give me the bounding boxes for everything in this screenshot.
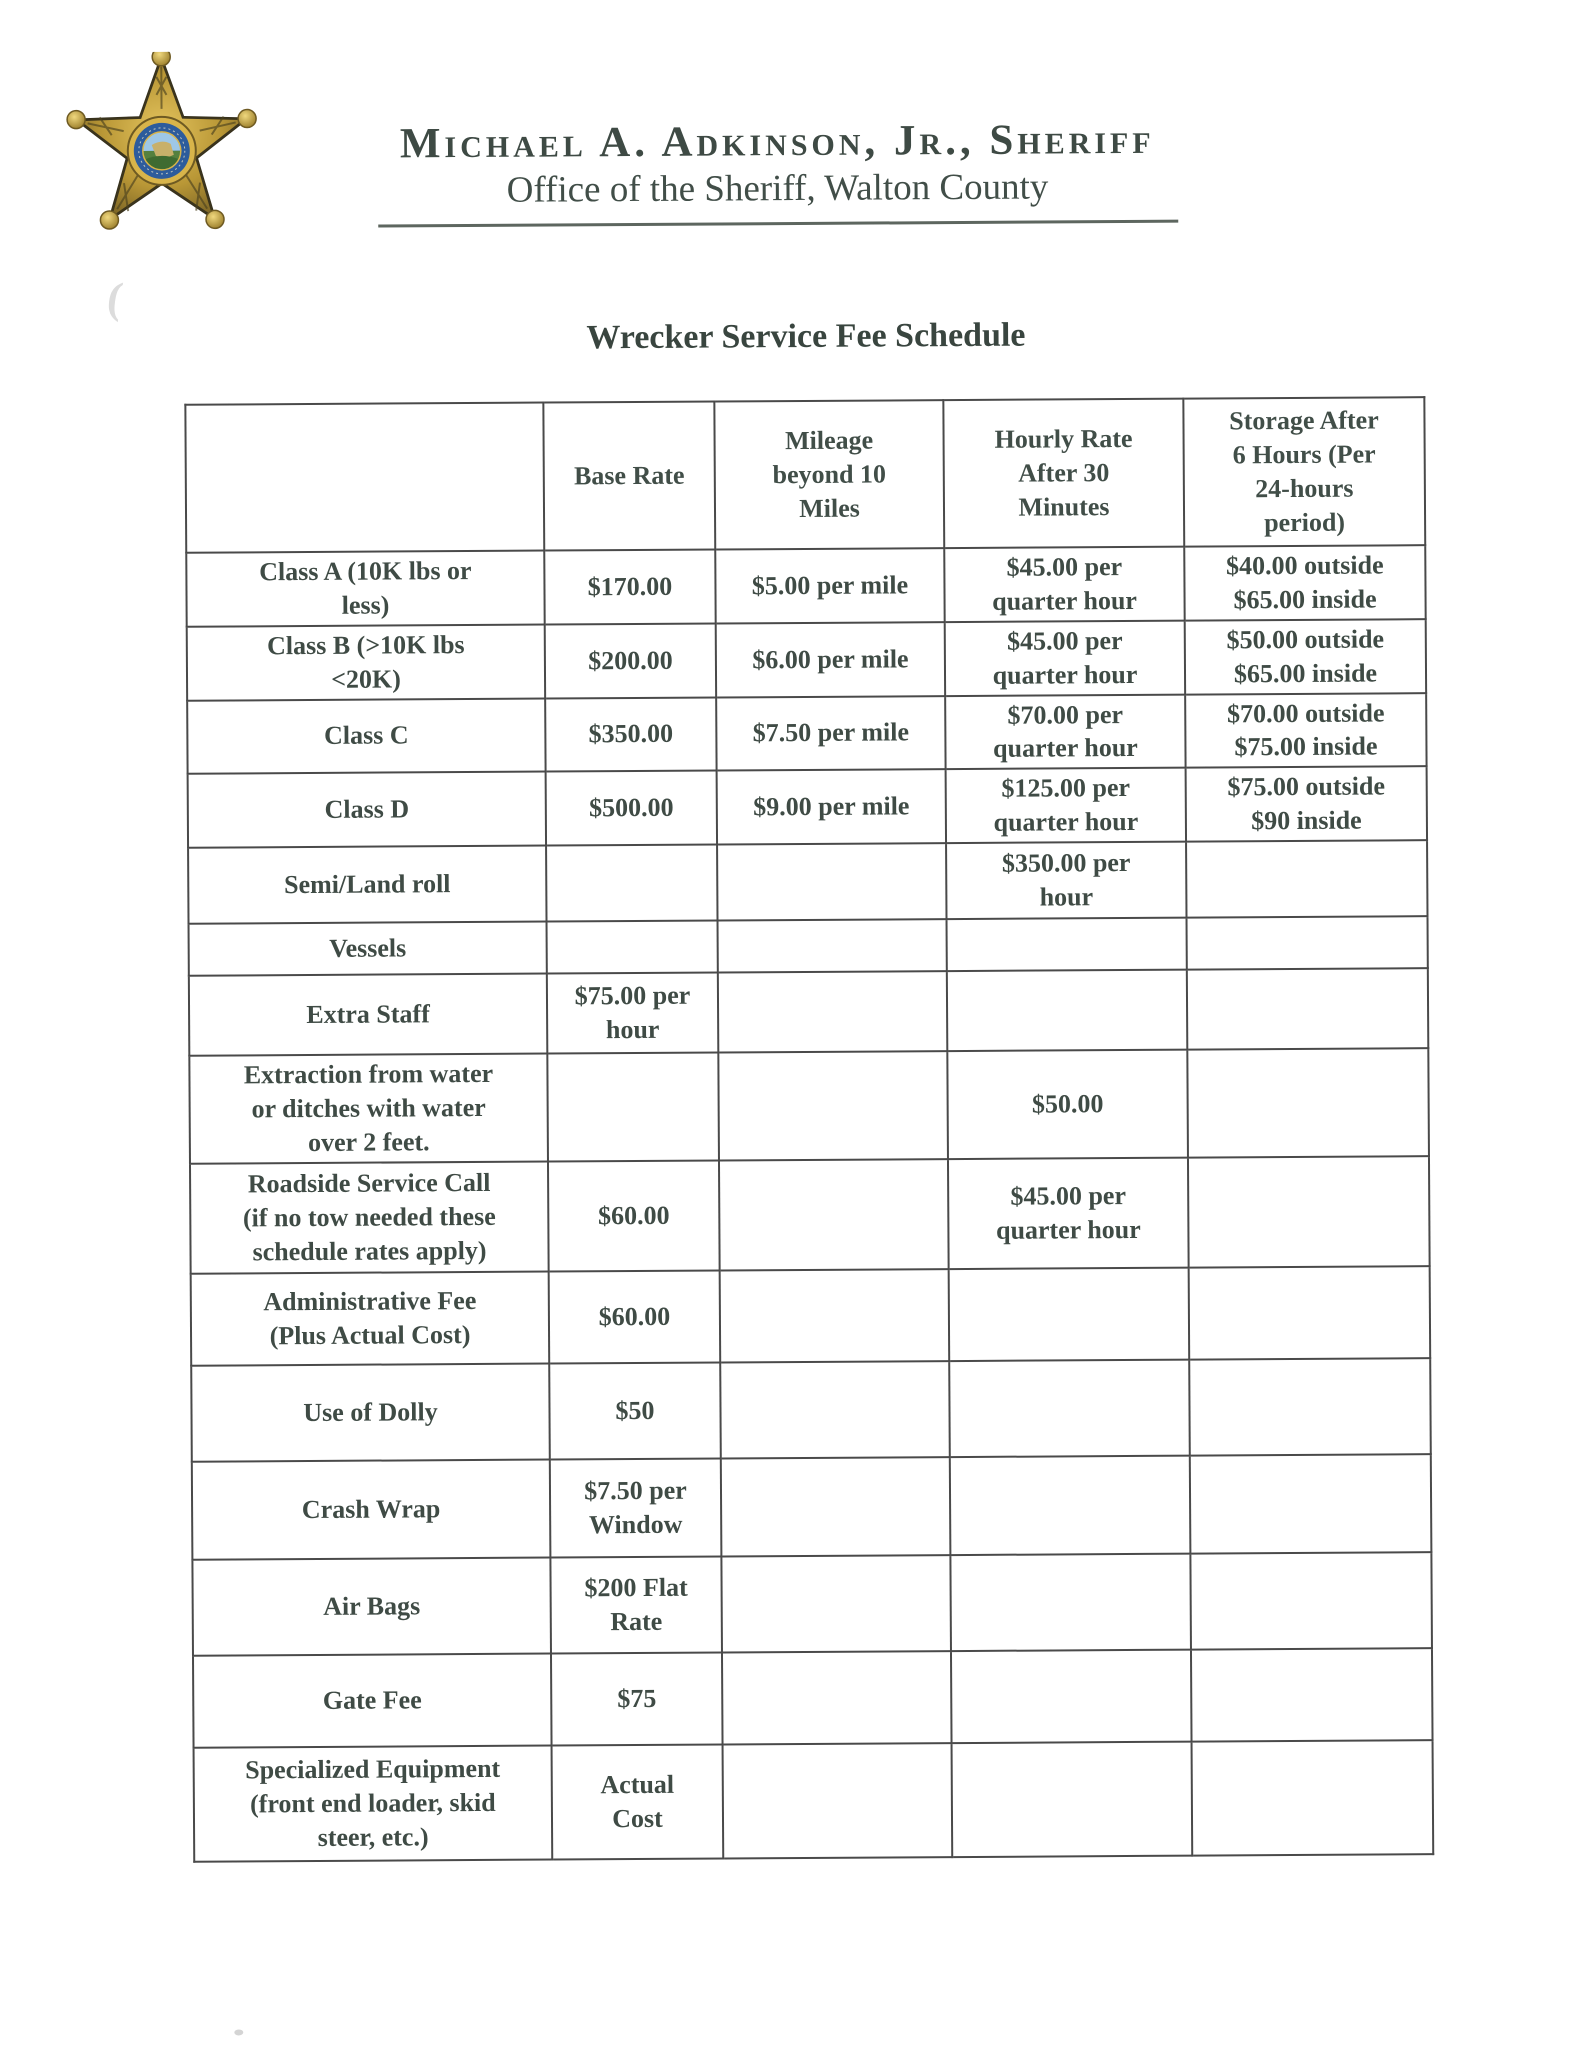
storage-cell (1188, 1156, 1430, 1267)
table-row (186, 545, 1425, 626)
row-label-cell: Specialized Equipment (front end loader, skid steer, etc.) (194, 1745, 553, 1861)
storage-cell: $40.00 outside $65.00 inside (1184, 545, 1425, 620)
row-label-cell: Administrative Fee (Plus Actual Cost) (191, 1271, 550, 1365)
mileage-cell (720, 1269, 950, 1362)
row-label-cell: Gate Fee (193, 1653, 552, 1747)
office-subtitle: Office of the Sheriff, Walton County (506, 166, 1049, 212)
storage-cell (1187, 1048, 1429, 1157)
storage-cell: $70.00 outside $75.00 inside (1185, 693, 1426, 768)
table-row (193, 1648, 1433, 1748)
base-rate-cell: $60.00 (548, 1160, 720, 1271)
mileage-cell (719, 1159, 949, 1270)
table-row (189, 916, 1428, 976)
hourly-rate-cell: $70.00 per quarter hour (945, 694, 1185, 769)
mileage-cell (718, 1051, 948, 1160)
table-row (190, 1156, 1430, 1274)
storage-cell (1187, 968, 1428, 1049)
base-rate-cell (546, 844, 717, 921)
table-row (189, 1048, 1429, 1164)
base-rate-cell: $75 (551, 1652, 723, 1745)
storage-cell (1186, 840, 1427, 917)
mileage-cell: $6.00 per mile (716, 622, 945, 697)
mileage-cell (718, 919, 947, 972)
hourly-rate-cell (952, 1741, 1193, 1856)
hourly-rate-cell: $45.00 per quarter hour (944, 547, 1184, 622)
storage-cell (1187, 916, 1428, 969)
mileage-cell (717, 843, 946, 920)
hourly-rate-cell: $125.00 per quarter hour (946, 768, 1186, 843)
hourly-rate-cell (949, 1267, 1190, 1360)
mileage-cell (721, 1457, 951, 1556)
row-label-cell: Semi/Land roll (188, 845, 546, 923)
hourly-rate-cell (949, 1359, 1190, 1456)
storage-cell (1190, 1454, 1432, 1553)
base-rate-cell: $170.00 (544, 550, 715, 625)
storage-cell (1189, 1266, 1431, 1359)
row-label-cell: Crash Wrap (192, 1459, 551, 1559)
sheriff-star-badge-icon (56, 51, 267, 242)
col-header-base-rate: Base Rate (543, 402, 715, 551)
mileage-cell (721, 1555, 951, 1652)
storage-cell: $75.00 outside $90 inside (1186, 766, 1427, 841)
table-row (191, 1266, 1431, 1366)
base-rate-cell: Actual Cost (552, 1744, 724, 1859)
table-row (192, 1454, 1432, 1560)
base-rate-cell (547, 920, 718, 973)
storage-cell: $50.00 outside $65.00 inside (1185, 619, 1426, 694)
row-label-cell: Class B (>10K lbs <20K) (187, 624, 545, 700)
row-label-cell: Use of Dolly (191, 1363, 550, 1461)
table-row (191, 1358, 1431, 1462)
table-row (188, 840, 1427, 924)
document-title: Wrecker Service Fee Schedule (586, 316, 1026, 357)
mileage-cell (722, 1651, 952, 1744)
table-row (192, 1552, 1432, 1656)
table-row (188, 766, 1427, 847)
mileage-cell (718, 971, 947, 1052)
letterhead (250, 115, 1306, 228)
col-header-storage: Storage After 6 Hours (Per 24-hours period) (1183, 397, 1425, 546)
col-header-service (185, 403, 544, 553)
hourly-rate-cell: $45.00 per quarter hour (945, 620, 1185, 695)
base-rate-cell: $50 (549, 1362, 721, 1459)
base-rate-cell: $7.50 per Window (550, 1458, 722, 1557)
hourly-rate-cell: $350.00 per hour (946, 841, 1186, 918)
table-header-row (185, 397, 1425, 553)
row-label-cell: Extraction from water or ditches with water over 2 feet. (189, 1053, 548, 1163)
base-rate-cell: $200.00 (545, 623, 716, 698)
hourly-rate-cell: $50.00 (947, 1049, 1188, 1158)
mileage-cell (720, 1361, 950, 1458)
fee-schedule-table (184, 396, 1434, 1862)
mileage-cell: $7.50 per mile (716, 696, 945, 771)
hourly-rate-cell (950, 1553, 1191, 1650)
hourly-rate-cell (947, 969, 1187, 1050)
table-row (187, 693, 1426, 774)
scan-artifact (234, 2029, 243, 2035)
storage-cell (1192, 1740, 1434, 1855)
row-label-cell: Vessels (189, 921, 547, 975)
base-rate-cell: $75.00 per hour (547, 972, 718, 1053)
base-rate-cell (547, 1052, 719, 1161)
row-label-cell: Roadside Service Call (if no tow needed these schedule rates apply) (190, 1161, 549, 1273)
sheriff-name: Michael A. Adkinson, Jr., Sheriff (399, 115, 1155, 168)
mileage-cell: $5.00 per mile (715, 548, 944, 623)
base-rate-cell: $350.00 (545, 697, 716, 772)
row-label-cell: Class C (187, 698, 545, 774)
storage-cell (1190, 1552, 1432, 1649)
row-label-cell: Air Bags (192, 1557, 551, 1655)
table-row (194, 1740, 1434, 1862)
base-rate-cell: $500.00 (546, 771, 717, 846)
base-rate-cell: $200 Flat Rate (550, 1556, 722, 1653)
row-label-cell: Class D (188, 772, 546, 848)
hourly-rate-cell (947, 917, 1187, 970)
storage-cell (1189, 1358, 1431, 1455)
col-header-hourly-rate: Hourly Rate After 30 Minutes (943, 399, 1184, 548)
hourly-rate-cell: $45.00 per quarter hour (948, 1157, 1189, 1268)
mileage-cell: $9.00 per mile (717, 769, 946, 844)
hourly-rate-cell (950, 1455, 1191, 1554)
hourly-rate-cell (951, 1649, 1192, 1742)
table-row (189, 968, 1428, 1056)
row-label-cell: Class A (10K lbs or less) (186, 551, 544, 627)
table-row (187, 619, 1426, 701)
row-label-cell: Extra Staff (189, 973, 547, 1055)
scan-artifact: ( (104, 272, 126, 323)
mileage-cell (723, 1743, 953, 1858)
storage-cell (1191, 1648, 1433, 1741)
col-header-mileage: Mileage beyond 10 Miles (714, 400, 944, 549)
letterhead-rule (378, 219, 1178, 227)
base-rate-cell: $60.00 (549, 1270, 721, 1363)
